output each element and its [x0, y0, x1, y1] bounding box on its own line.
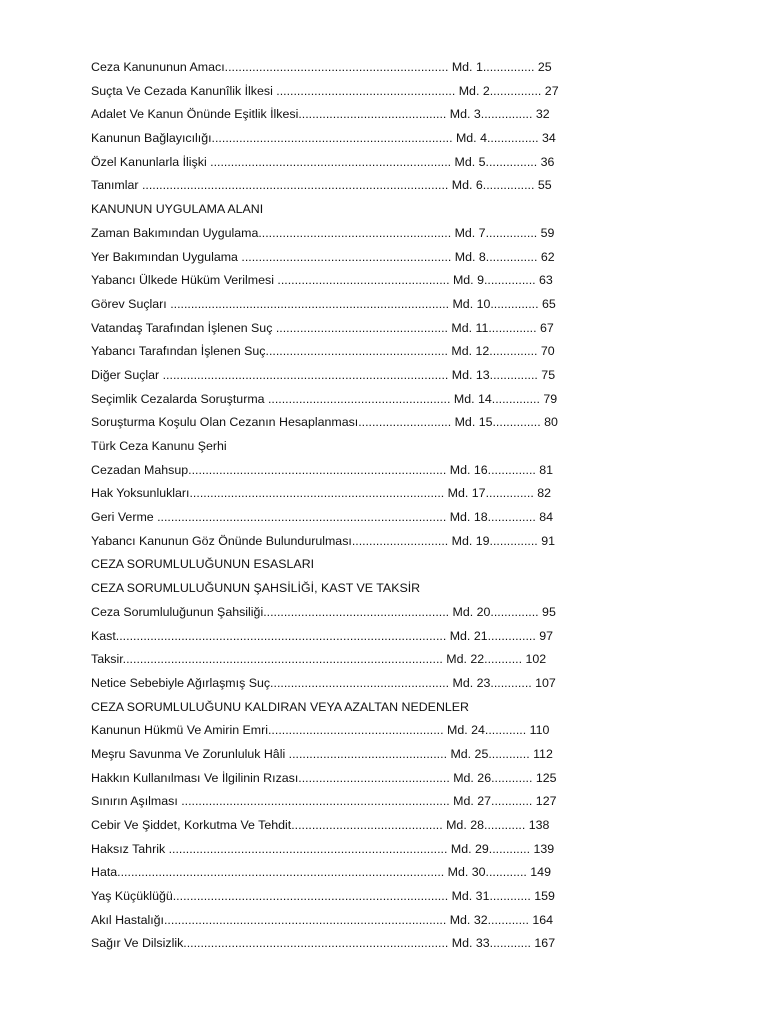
toc-line: Yabancı Ülkede Hüküm Verilmesi .................................................. Md. 9............... 63: [91, 273, 553, 288]
toc-line: Meşru Savunma Ve Zorunluluk Hâli .............................................. Md. 25............ 112: [91, 746, 553, 761]
toc-line: Ceza Sorumluluğunun Şahsiliği...................................................... Md. 20.............. 95: [91, 604, 556, 619]
toc-line: Hak Yoksunlukları.......................................................................... Md. 17.............. 82: [91, 486, 551, 501]
toc-line: Soruşturma Koşulu Olan Cezanın Hesaplanması........................... Md. 15.............. 80: [91, 415, 558, 430]
toc-line: Kanunun Hükmü Ve Amirin Emri................................................... Md. 24............ 110: [91, 723, 550, 738]
toc-line: Cebir Ve Şiddet, Korkutma Ve Tehdit............................................ Md. 28............ 138: [91, 818, 550, 832]
toc-line: Yabancı Kanunun Göz Önünde Bulundurulması............................ Md. 19.............. 91: [91, 533, 555, 548]
toc-line: Netice Sebebiyle Ağırlaşmış Suç.................................................... Md. 23............ 107: [91, 675, 556, 690]
toc-line: Adalet Ve Kanun Önünde Eşitlik İlkesi........................................... Md. 3............... 32: [91, 107, 550, 122]
toc-line: Sınırın Aşılması .............................................................................. Md. 27............ 127: [91, 794, 557, 809]
toc-line: Yaş Küçüklüğü................................................................................ Md. 31............ 159: [91, 889, 555, 904]
toc-line: Vatandaş Tarafından İşlenen Suç .................................................. Md. 11.............. 67: [91, 320, 554, 335]
toc-line: Zaman Bakımından Uygulama........................................................ Md. 7............... 59: [91, 225, 555, 240]
section-heading: Türk Ceza Kanunu Şerhi: [91, 439, 227, 453]
toc-line: Görev Suçları ................................................................................. Md. 10.............. 65: [91, 296, 556, 311]
toc-line: Ceza Kanununun Amacı................................................................. Md. 1............... 25: [91, 60, 552, 74]
toc-line: Seçimlik Cezalarda Soruşturma ..................................................... Md. 14.............. 79: [91, 391, 558, 406]
toc-line: Suçta Ve Cezada Kanunîlik İlkesi .................................................... Md. 2............... 27: [91, 83, 559, 98]
toc-line: Kanunun Bağlayıcılığı...................................................................... Md. 4............... 34: [91, 131, 556, 146]
toc-line: Kast................................................................................................ Md. 21.............. 97: [91, 628, 554, 643]
toc-line: Özel Kanunlarla İlişki ...................................................................... Md. 5............... 36: [91, 154, 555, 169]
toc-line: Geri Verme .................................................................................... Md. 18.............. 84: [91, 510, 554, 525]
section-heading: CEZA SORUMLULUĞUNUN ESASLARI: [91, 557, 315, 572]
toc-line: Yer Bakımından Uygulama ............................................................. Md. 8............... 62: [91, 249, 555, 264]
toc-line: Akıl Hastalığı.................................................................................. Md. 32............ 164: [91, 912, 554, 927]
toc-line: Cezadan Mahsup........................................................................... Md. 16.............. 81: [91, 462, 554, 477]
toc-line: Taksir............................................................................................. Md. 22........... 102: [91, 652, 547, 667]
section-heading: CEZA SORUMLULUĞUNU KALDIRAN VEYA AZALTAN NEDENLER: [91, 699, 470, 714]
toc-line: Diğer Suçlar ................................................................................... Md. 13.............. 75: [91, 367, 556, 382]
toc-line: Tanımlar ......................................................................................... Md. 6............... 55: [91, 178, 552, 193]
table-of-contents: [91, 56, 611, 956]
toc-line: Yabancı Tarafından İşlenen Suç..................................................... Md. 12.............. 70: [91, 344, 555, 359]
section-heading: CEZA SORUMLULUĞUNUN ŞAHSİLİĞİ, KAST VE TAKSİR: [91, 581, 421, 596]
section-heading: KANUNUN UYGULAMA ALANI: [91, 202, 264, 217]
toc-line: Hata............................................................................................... Md. 30............ 149: [91, 865, 551, 880]
toc-line: Haksız Tahrik ................................................................................. Md. 29............ 139: [91, 841, 555, 856]
toc-line: Hakkın Kullanılması Ve İlgilinin Rızası............................................ Md. 26............ 125: [91, 770, 557, 785]
toc-line: Sağır Ve Dilsizlik............................................................................. Md. 33............ 167: [91, 936, 556, 951]
